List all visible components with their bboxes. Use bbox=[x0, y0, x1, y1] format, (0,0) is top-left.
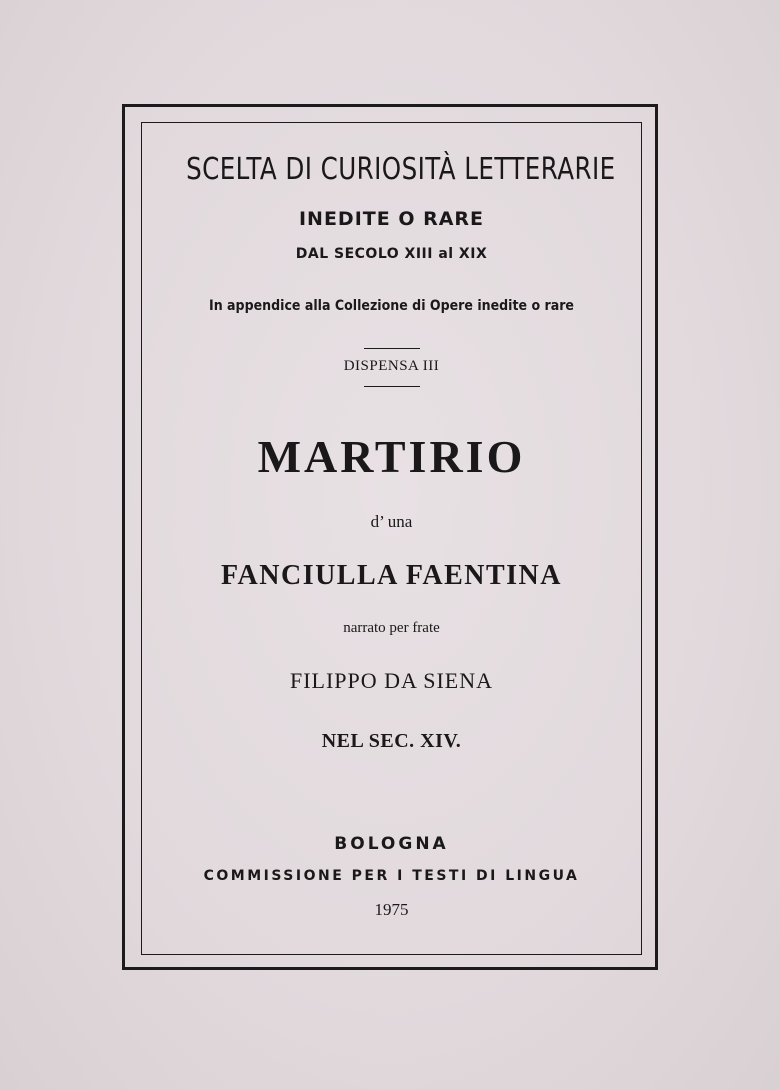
series-subtitle-line2: DAL SECOLO XIII al XIX bbox=[295, 246, 488, 262]
divider-rule-bottom bbox=[364, 386, 420, 387]
title-connector: d’ una bbox=[370, 512, 413, 531]
title-page-content bbox=[141, 122, 642, 955]
appendix-note: In appendice alla Collezione di Opere inedite o rare bbox=[209, 298, 574, 314]
century-note: NEL SEC. XIV. bbox=[321, 730, 462, 752]
author-name: FILIPPO DA SIENA bbox=[289, 668, 494, 693]
series-subtitle-line1: INEDITE O RARE bbox=[298, 208, 485, 230]
narrated-by: narrato per frate bbox=[343, 620, 440, 636]
imprint-publisher: COMMISSIONE PER I TESTI DI LINGUA bbox=[203, 868, 580, 884]
work-title: MARTIRIO bbox=[257, 431, 526, 482]
work-subject: FANCIULLA FAENTINA bbox=[221, 560, 562, 591]
imprint-city: BOLOGNA bbox=[334, 834, 449, 854]
divider-rule-top bbox=[364, 348, 420, 349]
imprint-year: 1975 bbox=[374, 900, 409, 919]
dispensa-number: DISPENSA III bbox=[343, 358, 440, 374]
series-title: SCELTA DI CURIOSITÀ LETTERARIE bbox=[186, 152, 616, 187]
